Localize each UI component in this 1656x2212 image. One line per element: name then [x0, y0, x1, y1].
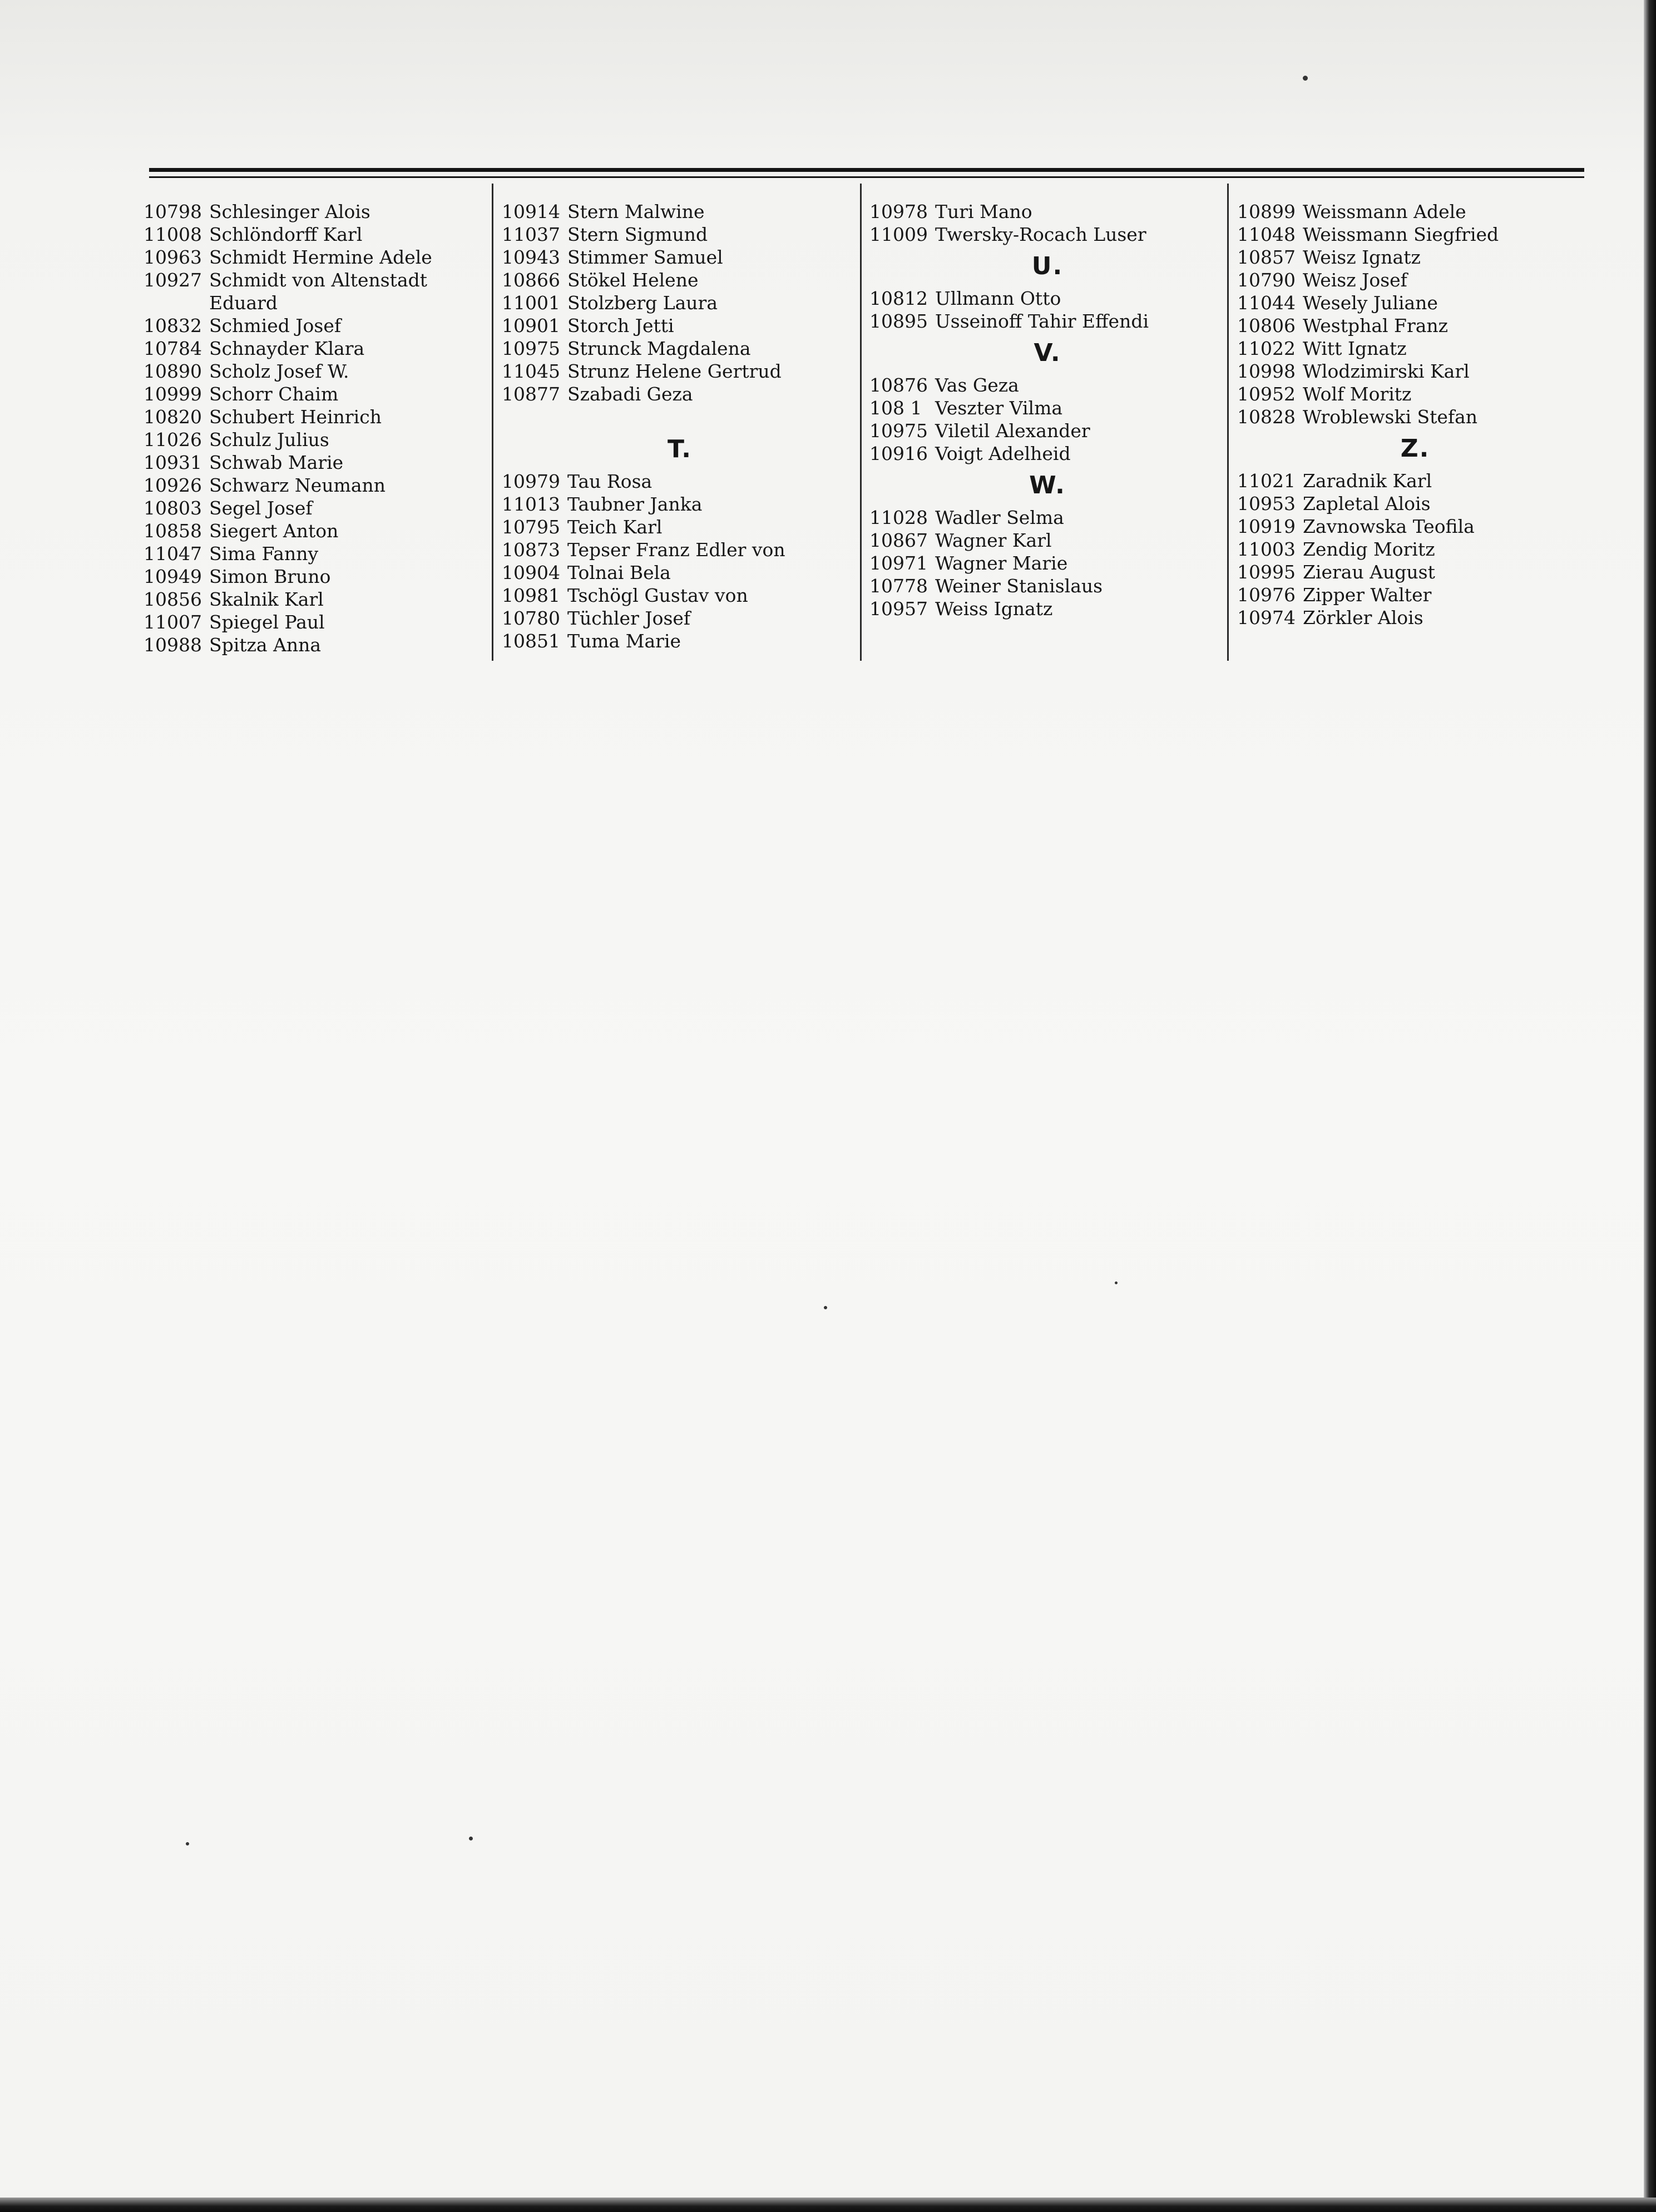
header-double-rule	[149, 168, 1584, 178]
entry-number: 10798	[144, 201, 202, 222]
entry-name: Zaradnik Karl	[1303, 470, 1432, 492]
entry-name: Zierau August	[1303, 561, 1435, 583]
letter-heading: U.	[1031, 252, 1064, 280]
list-entry	[144, 474, 500, 497]
column-divider	[1227, 184, 1229, 661]
list-entry	[144, 383, 500, 405]
list-entry	[502, 538, 858, 561]
list-entry	[144, 246, 500, 269]
list-entry	[144, 611, 500, 634]
entry-number: 10890	[144, 360, 202, 382]
entry-number: 10895	[869, 310, 928, 332]
list-entry	[502, 269, 858, 291]
list-entry	[1237, 223, 1593, 246]
list-entry	[144, 200, 500, 223]
entry-name: Voigt Adelheid	[935, 443, 1071, 464]
column-divider	[860, 184, 862, 661]
entry-name: Spiegel Paul	[209, 611, 325, 633]
list-entry	[144, 519, 500, 542]
name-column-1	[144, 200, 500, 656]
entry-number: 10981	[502, 585, 560, 606]
entry-number: 10820	[144, 406, 202, 428]
list-entry	[869, 223, 1225, 246]
list-entry	[502, 223, 858, 246]
entry-name: Tschögl Gustav von	[567, 585, 748, 606]
entry-number: 10931	[144, 452, 202, 473]
list-entry	[869, 397, 1225, 419]
entry-number: 10856	[144, 588, 202, 610]
entry-name: Schmidt Hermine Adele	[209, 246, 432, 268]
entry-name: Viletil Alexander	[935, 420, 1090, 442]
list-entry	[144, 405, 500, 428]
list-entry	[502, 516, 858, 538]
entry-number: 10812	[869, 288, 928, 309]
entry-name: Tuma Marie	[567, 630, 681, 652]
entry-number: 10978	[869, 201, 928, 222]
list-entry	[144, 223, 500, 246]
list-entry	[1237, 538, 1593, 561]
list-entry	[144, 314, 500, 337]
list-entry	[869, 287, 1225, 310]
entry-name: Wesely Juliane	[1303, 292, 1438, 314]
list-entry	[869, 575, 1225, 597]
list-entry	[502, 360, 858, 383]
entry-name: Schlöndorff Karl	[209, 224, 363, 245]
entry-name: Wadler Selma	[935, 507, 1064, 528]
list-entry	[144, 565, 500, 588]
entry-number: 11026	[144, 429, 202, 451]
scan-edge-bottom	[0, 2198, 1656, 2212]
list-entry	[1237, 515, 1593, 538]
entry-name: Schwab Marie	[209, 452, 344, 473]
entry-number: 10780	[502, 607, 560, 629]
entry-name: Zipper Walter	[1303, 584, 1432, 606]
list-entry	[869, 506, 1225, 529]
entry-name: Siegert Anton	[209, 520, 339, 542]
entry-number: 11007	[144, 611, 202, 633]
letter-heading: Z.	[1400, 434, 1430, 463]
entry-name: Turi Mano	[935, 201, 1032, 222]
entry-number: 11008	[144, 224, 202, 245]
list-entry	[1237, 561, 1593, 583]
entry-number: 10963	[144, 246, 202, 268]
entry-number: 10914	[502, 201, 560, 222]
entry-name: Tolnai Bela	[567, 562, 671, 583]
entry-name: Zendig Moritz	[1303, 538, 1435, 560]
entry-number: 11022	[1237, 338, 1296, 359]
list-entry	[1237, 606, 1593, 629]
list-entry	[1237, 291, 1593, 314]
entry-name: Veszter Vilma	[935, 397, 1063, 419]
entry-number: 11003	[1237, 538, 1296, 560]
list-entry	[144, 588, 500, 611]
entry-name: Schulz Julius	[209, 429, 329, 451]
entry-name: Schubert Heinrich	[209, 406, 382, 428]
entry-name: Vas Geza	[935, 374, 1019, 396]
list-entry	[1237, 246, 1593, 269]
entry-name: Weiner Stanislaus	[935, 575, 1103, 597]
entry-name: Tepser Franz Edler von	[567, 539, 785, 561]
entry-name: Ullmann Otto	[935, 288, 1061, 309]
list-entry	[869, 419, 1225, 442]
entry-number: 10795	[502, 516, 560, 538]
scan-speck	[469, 1837, 473, 1840]
list-entry	[502, 383, 858, 405]
entry-name: Scholz Josef W.	[209, 360, 349, 382]
entry-name: Spitza Anna	[209, 634, 322, 656]
entry-name: Segel Josef	[209, 497, 313, 519]
entry-number: 10866	[502, 269, 560, 291]
entry-number: 10784	[144, 338, 202, 359]
scan-speck	[1115, 1281, 1118, 1284]
entry-continuation	[144, 291, 500, 314]
entry-number: 10952	[1237, 383, 1296, 405]
list-entry	[502, 337, 858, 360]
entry-number: 10999	[144, 383, 202, 405]
entry-name: Stökel Helene	[567, 269, 699, 291]
entry-number: 10904	[502, 562, 560, 583]
entry-number: 10851	[502, 630, 560, 652]
entry-name: Tau Rosa	[567, 471, 652, 492]
entry-number: 10927	[144, 269, 202, 291]
letter-heading: W.	[1029, 471, 1066, 499]
list-entry	[144, 542, 500, 565]
list-entry	[869, 200, 1225, 223]
entry-name: Zavnowska Teofila	[1303, 516, 1475, 537]
entry-name: Wlodzimirski Karl	[1303, 360, 1470, 382]
entry-number: 10957	[869, 598, 928, 620]
entry-name: Szabadi Geza	[567, 383, 693, 405]
list-entry	[1237, 405, 1593, 428]
scan-speck	[1303, 76, 1308, 81]
entry-number: 10998	[1237, 360, 1296, 382]
entry-name: Wagner Marie	[935, 552, 1068, 574]
entry-name: Schmidt von Altenstadt	[209, 269, 428, 291]
list-entry	[144, 451, 500, 474]
entry-name: Stimmer Samuel	[567, 246, 723, 268]
list-entry	[502, 607, 858, 630]
list-entry	[869, 374, 1225, 397]
entry-name: Stern Sigmund	[567, 224, 708, 245]
entry-name: Schnayder Klara	[209, 338, 365, 359]
list-entry	[144, 360, 500, 383]
list-entry	[1237, 314, 1593, 337]
entry-name: Twersky-Rocach Luser	[935, 224, 1146, 245]
entry-name: Strunck Magdalena	[567, 338, 751, 359]
entry-number: 11044	[1237, 292, 1296, 314]
list-entry	[869, 552, 1225, 575]
list-entry	[502, 200, 858, 223]
entry-name: Wagner Karl	[935, 530, 1052, 551]
entry-number: 10790	[1237, 269, 1296, 291]
entry-name: Stern Malwine	[567, 201, 705, 222]
list-entry	[502, 470, 858, 493]
entry-number: 10857	[1237, 246, 1296, 268]
entry-name: Usseinoff Tahir Effendi	[935, 310, 1149, 332]
entry-number: 11037	[502, 224, 560, 245]
list-entry	[869, 442, 1225, 465]
entry-name: Weissmann Adele	[1303, 201, 1466, 222]
entry-name: Zörkler Alois	[1303, 607, 1423, 629]
entry-number: 10899	[1237, 201, 1296, 222]
list-entry	[502, 314, 858, 337]
entry-name: Weisz Josef	[1303, 269, 1407, 291]
list-entry	[144, 269, 500, 291]
entry-name: Schwarz Neumann	[209, 474, 386, 496]
list-entry	[144, 497, 500, 519]
entry-number: 10943	[502, 246, 560, 268]
entry-name: Storch Jetti	[567, 315, 674, 336]
entry-name: Schorr Chaim	[209, 383, 339, 405]
entry-number: 10832	[144, 315, 202, 336]
list-entry	[1237, 269, 1593, 291]
scan-edge-right	[1644, 0, 1656, 2212]
list-entry	[502, 493, 858, 516]
list-entry	[1237, 383, 1593, 405]
entry-number: 10974	[1237, 607, 1296, 629]
name-column-4	[1237, 200, 1593, 629]
entry-number: 11013	[502, 493, 560, 515]
entry-number: 11028	[869, 507, 928, 528]
list-entry	[502, 246, 858, 269]
letter-heading: T.	[667, 435, 693, 463]
list-entry	[869, 310, 1225, 333]
list-entry	[502, 630, 858, 652]
list-entry	[1237, 583, 1593, 606]
entry-name: Strunz Helene Gertrud	[567, 360, 782, 382]
list-entry	[144, 428, 500, 451]
entry-number: 10975	[502, 338, 560, 359]
entry-name: Zapletal Alois	[1303, 493, 1431, 514]
entry-number: 10979	[502, 471, 560, 492]
entry-name: Tüchler Josef	[567, 607, 691, 629]
entry-name: Simon Bruno	[209, 566, 331, 587]
list-entry	[869, 597, 1225, 620]
name-column-2	[502, 200, 858, 652]
entry-name: Skalnik Karl	[209, 588, 324, 610]
entry-number: 11021	[1237, 470, 1296, 492]
entry-name: Stolzberg Laura	[567, 292, 718, 314]
entry-name: Wolf Moritz	[1303, 383, 1412, 405]
entry-number: 108 1	[869, 397, 922, 419]
entry-number: 10867	[869, 530, 928, 551]
entry-number: 10916	[869, 443, 928, 464]
entry-number: 10858	[144, 520, 202, 542]
entry-number: 10828	[1237, 406, 1296, 428]
entry-number: 10876	[869, 374, 928, 396]
entry-name: Eduard	[209, 292, 278, 314]
entry-number: 11048	[1237, 224, 1296, 245]
entry-name: Sima Fanny	[209, 543, 319, 565]
entry-number: 10988	[144, 634, 202, 656]
entry-number: 10949	[144, 566, 202, 587]
entry-number: 10953	[1237, 493, 1296, 514]
list-entry	[1237, 337, 1593, 360]
entry-name: Schlesinger Alois	[209, 201, 370, 222]
entry-number: 11047	[144, 543, 202, 565]
entry-number: 10803	[144, 497, 202, 519]
entry-number: 11009	[869, 224, 928, 245]
letter-heading: V.	[1034, 339, 1061, 367]
entry-number: 10971	[869, 552, 928, 574]
entry-name: Taubner Janka	[567, 493, 703, 515]
scan-speck	[186, 1842, 189, 1845]
entry-name: Weisz Ignatz	[1303, 246, 1421, 268]
entry-number: 10806	[1237, 315, 1296, 336]
entry-number: 10778	[869, 575, 928, 597]
entry-name: Westphal Franz	[1303, 315, 1449, 336]
entry-number: 11045	[502, 360, 560, 382]
list-entry	[869, 529, 1225, 552]
entry-name: Wroblewski Stefan	[1303, 406, 1478, 428]
scan-speck	[824, 1306, 827, 1309]
entry-number: 10995	[1237, 561, 1296, 583]
list-entry	[1237, 200, 1593, 223]
entry-number: 10901	[502, 315, 560, 336]
list-entry	[144, 634, 500, 656]
entry-number: 10877	[502, 383, 560, 405]
entry-name: Weiss Ignatz	[935, 598, 1053, 620]
list-entry	[1237, 360, 1593, 383]
entry-number: 10919	[1237, 516, 1296, 537]
list-entry	[1237, 492, 1593, 515]
entry-number: 11001	[502, 292, 560, 314]
list-entry	[1237, 469, 1593, 492]
entry-number: 10926	[144, 474, 202, 496]
entry-name: Schmied Josef	[209, 315, 342, 336]
entry-name: Teich Karl	[567, 516, 663, 538]
list-entry	[502, 561, 858, 584]
name-column-3	[869, 200, 1225, 620]
section-spacer	[502, 405, 858, 429]
entry-number: 10976	[1237, 584, 1296, 606]
entry-name: Weissmann Siegfried	[1303, 224, 1499, 245]
entry-number: 10975	[869, 420, 928, 442]
list-entry	[144, 337, 500, 360]
list-entry	[502, 584, 858, 607]
list-entry	[502, 291, 858, 314]
entry-number: 10873	[502, 539, 560, 561]
entry-name: Witt Ignatz	[1303, 338, 1407, 359]
